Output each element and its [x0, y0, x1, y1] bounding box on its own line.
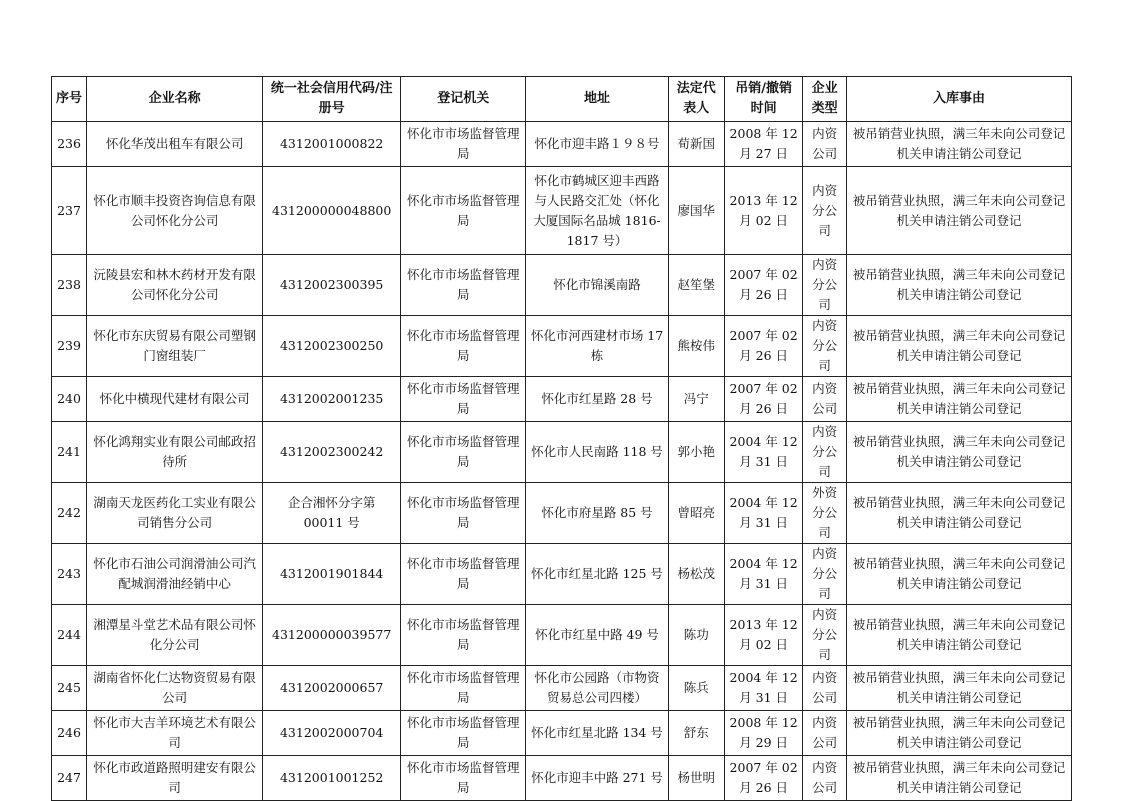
cell-date: 2013 年 12 月 02 日	[724, 167, 803, 255]
cell-name: 湖南天龙医药化工实业有限公司销售分公司	[87, 483, 263, 544]
cell-rep: 廖国华	[668, 167, 724, 255]
table-row	[52, 544, 1072, 605]
cell-addr: 怀化市红星中路 49 号	[526, 605, 668, 666]
cell-addr: 怀化市迎丰中路 271 号	[526, 756, 668, 801]
cell-name: 怀化市大吉羊环境艺术有限公司	[87, 711, 263, 756]
cell-addr: 怀化市红星路 28 号	[526, 377, 668, 422]
cell-reason: 被吊销营业执照，满三年未向公司登记机关申请注销公司登记	[846, 122, 1071, 167]
table-row	[52, 316, 1072, 377]
cell-type: 内资分公司	[803, 167, 847, 255]
cell-name: 沅陵县宏和林木药材开发有限公司怀化分公司	[87, 255, 263, 316]
cell-name: 湖南省怀化仁达物资贸易有限公司	[87, 666, 263, 711]
cell-date: 2008 年 12 月 29 日	[724, 711, 803, 756]
cell-reg: 怀化市市场监督管理局	[401, 255, 526, 316]
table-row	[52, 377, 1072, 422]
cell-code: 4312002000704	[263, 711, 401, 756]
cell-rep: 郭小艳	[668, 422, 724, 483]
cell-type: 内资公司	[803, 666, 847, 711]
cell-name: 怀化鸿翔实业有限公司邮政招待所	[87, 422, 263, 483]
cell-name: 怀化市石油公司润滑油公司汽配城润滑油经销中心	[87, 544, 263, 605]
cell-reg: 怀化市市场监督管理局	[401, 316, 526, 377]
header-code: 统一社会信用代码/注册号	[263, 77, 401, 122]
table-row	[52, 605, 1072, 666]
cell-num: 242	[52, 483, 87, 544]
cell-date: 2007 年 02 月 26 日	[724, 377, 803, 422]
cell-reason: 被吊销营业执照，满三年未向公司登记机关申请注销公司登记	[846, 544, 1071, 605]
cell-rep: 熊桉伟	[668, 316, 724, 377]
cell-addr: 怀化市锦溪南路	[526, 255, 668, 316]
cell-reason: 被吊销营业执照，满三年未向公司登记机关申请注销公司登记	[846, 483, 1071, 544]
cell-num: 244	[52, 605, 87, 666]
cell-rep: 杨松茂	[668, 544, 724, 605]
cell-code: 4312001001252	[263, 756, 401, 801]
cell-reg: 怀化市市场监督管理局	[401, 544, 526, 605]
cell-type: 内资分公司	[803, 255, 847, 316]
cell-reason: 被吊销营业执照，满三年未向公司登记机关申请注销公司登记	[846, 756, 1071, 801]
cell-reg: 怀化市市场监督管理局	[401, 483, 526, 544]
cell-name: 怀化市政道路照明建安有限公司	[87, 756, 263, 801]
table-row	[52, 666, 1072, 711]
cell-date: 2004 年 12 月 31 日	[724, 666, 803, 711]
cell-date: 2007 年 02 月 26 日	[724, 316, 803, 377]
cell-reason: 被吊销营业执照，满三年未向公司登记机关申请注销公司登记	[846, 316, 1071, 377]
cell-code: 431200000039577	[263, 605, 401, 666]
cell-reg: 怀化市市场监督管理局	[401, 666, 526, 711]
cell-type: 内资分公司	[803, 422, 847, 483]
cell-name: 怀化华茂出租车有限公司	[87, 122, 263, 167]
cell-code: 431200000048800	[263, 167, 401, 255]
cell-reg: 怀化市市场监督管理局	[401, 377, 526, 422]
cell-date: 2007 年 02 月 26 日	[724, 756, 803, 801]
revoked-enterprise-table	[51, 76, 1072, 801]
cell-name: 怀化中横现代建材有限公司	[87, 377, 263, 422]
cell-rep: 冯宁	[668, 377, 724, 422]
cell-reg: 怀化市市场监督管理局	[401, 756, 526, 801]
cell-reg: 怀化市市场监督管理局	[401, 167, 526, 255]
table-row	[52, 167, 1072, 255]
cell-reason: 被吊销营业执照，满三年未向公司登记机关申请注销公司登记	[846, 605, 1071, 666]
header-date: 吊销/撤销时间	[724, 77, 803, 122]
cell-rep: 荀新国	[668, 122, 724, 167]
cell-num: 243	[52, 544, 87, 605]
table-row	[52, 255, 1072, 316]
cell-addr: 怀化市河西建材市场 17 栋	[526, 316, 668, 377]
cell-num: 237	[52, 167, 87, 255]
cell-addr: 怀化市人民南路 118 号	[526, 422, 668, 483]
cell-addr: 怀化市府星路 85 号	[526, 483, 668, 544]
table-row	[52, 711, 1072, 756]
cell-date: 2004 年 12 月 31 日	[724, 483, 803, 544]
cell-code: 4312001901844	[263, 544, 401, 605]
header-reason: 入库事由	[846, 77, 1071, 122]
cell-name: 怀化市顺丰投资咨询信息有限公司怀化分公司	[87, 167, 263, 255]
cell-addr: 怀化市公园路（市物资贸易总公司四楼）	[526, 666, 668, 711]
cell-code: 4312002000657	[263, 666, 401, 711]
cell-date: 2004 年 12 月 31 日	[724, 422, 803, 483]
table-row	[52, 422, 1072, 483]
cell-addr: 怀化市红星北路 134 号	[526, 711, 668, 756]
header-num: 序号	[52, 77, 87, 122]
cell-type: 内资分公司	[803, 316, 847, 377]
cell-num: 245	[52, 666, 87, 711]
cell-addr: 怀化市红星北路 125 号	[526, 544, 668, 605]
cell-date: 2013 年 12 月 02 日	[724, 605, 803, 666]
cell-date: 2008 年 12 月 27 日	[724, 122, 803, 167]
cell-reason: 被吊销营业执照，满三年未向公司登记机关申请注销公司登记	[846, 666, 1071, 711]
cell-num: 246	[52, 711, 87, 756]
cell-code: 企合湘怀分字第 00011 号	[263, 483, 401, 544]
cell-rep: 陈功	[668, 605, 724, 666]
cell-reason: 被吊销营业执照，满三年未向公司登记机关申请注销公司登记	[846, 711, 1071, 756]
cell-reg: 怀化市市场监督管理局	[401, 605, 526, 666]
cell-addr: 怀化市迎丰路１９８号	[526, 122, 668, 167]
cell-reg: 怀化市市场监督管理局	[401, 122, 526, 167]
cell-num: 239	[52, 316, 87, 377]
cell-rep: 舒东	[668, 711, 724, 756]
cell-name: 怀化市东庆贸易有限公司塑钢门窗组装厂	[87, 316, 263, 377]
cell-num: 240	[52, 377, 87, 422]
cell-rep: 曾昭亮	[668, 483, 724, 544]
cell-reason: 被吊销营业执照，满三年未向公司登记机关申请注销公司登记	[846, 422, 1071, 483]
header-name: 企业名称	[87, 77, 263, 122]
cell-date: 2007 年 02 月 26 日	[724, 255, 803, 316]
cell-num: 238	[52, 255, 87, 316]
table-row	[52, 122, 1072, 167]
cell-code: 4312002300242	[263, 422, 401, 483]
cell-code: 4312002001235	[263, 377, 401, 422]
cell-addr: 怀化市鹤城区迎丰西路与人民路交汇处（怀化大厦国际名品城 1816-1817 号）	[526, 167, 668, 255]
cell-type: 外资分公司	[803, 483, 847, 544]
header-reg: 登记机关	[401, 77, 526, 122]
header-type: 企业类型	[803, 77, 847, 122]
cell-num: 247	[52, 756, 87, 801]
table-row	[52, 756, 1072, 801]
cell-code: 4312002300395	[263, 255, 401, 316]
cell-name: 湘潭星斗堂艺术品有限公司怀化分公司	[87, 605, 263, 666]
cell-code: 4312001000822	[263, 122, 401, 167]
cell-type: 内资公司	[803, 711, 847, 756]
header-rep: 法定代表人	[668, 77, 724, 122]
cell-type: 内资公司	[803, 756, 847, 801]
cell-num: 241	[52, 422, 87, 483]
cell-reg: 怀化市市场监督管理局	[401, 711, 526, 756]
cell-reason: 被吊销营业执照，满三年未向公司登记机关申请注销公司登记	[846, 377, 1071, 422]
cell-type: 内资分公司	[803, 605, 847, 666]
cell-reg: 怀化市市场监督管理局	[401, 422, 526, 483]
cell-rep: 陈兵	[668, 666, 724, 711]
cell-type: 内资分公司	[803, 544, 847, 605]
cell-date: 2004 年 12 月 31 日	[724, 544, 803, 605]
cell-num: 236	[52, 122, 87, 167]
table-row	[52, 483, 1072, 544]
cell-rep: 赵笙堡	[668, 255, 724, 316]
cell-reason: 被吊销营业执照，满三年未向公司登记机关申请注销公司登记	[846, 167, 1071, 255]
cell-rep: 杨世明	[668, 756, 724, 801]
cell-type: 内资公司	[803, 377, 847, 422]
cell-code: 4312002300250	[263, 316, 401, 377]
cell-type: 内资公司	[803, 122, 847, 167]
header-addr: 地址	[526, 77, 668, 122]
cell-reason: 被吊销营业执照，满三年未向公司登记机关申请注销公司登记	[846, 255, 1071, 316]
table-header-row	[52, 77, 1072, 122]
